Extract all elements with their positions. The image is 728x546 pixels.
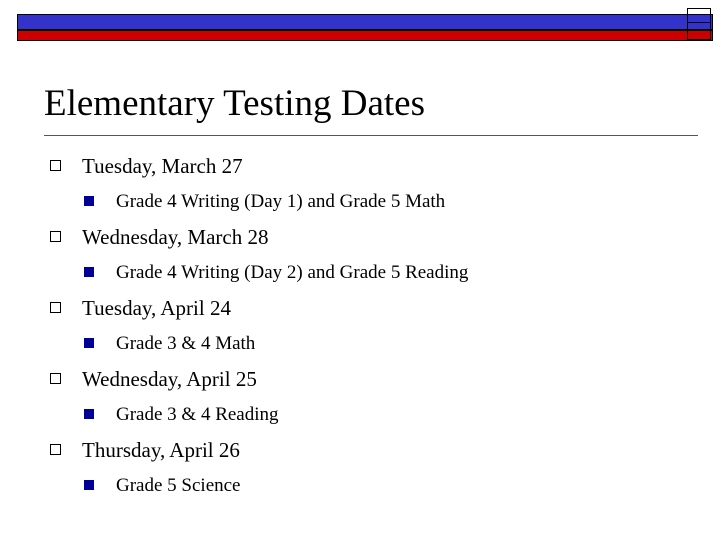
list-subitem — [44, 184, 704, 219]
hollow-square-bullet-icon — [50, 160, 61, 171]
filled-square-bullet-icon — [84, 338, 94, 348]
slide-content — [44, 148, 704, 503]
header-blue-bar — [17, 14, 713, 30]
test-detail: Grade 3 & 4 Reading — [116, 404, 279, 425]
test-detail: Grade 3 & 4 Math — [116, 333, 256, 354]
title-divider — [44, 135, 698, 136]
list-subitem — [44, 326, 704, 361]
test-date: Wednesday, April 25 — [82, 367, 257, 391]
list-subitem — [44, 255, 704, 290]
test-detail: Grade 4 Writing (Day 1) and Grade 5 Math — [116, 191, 446, 212]
hollow-square-bullet-icon — [50, 373, 61, 384]
list-item — [44, 290, 704, 326]
test-date: Tuesday, April 24 — [82, 296, 231, 320]
test-date: Wednesday, March 28 — [82, 225, 269, 249]
test-date: Tuesday, March 27 — [82, 154, 243, 178]
list-item — [44, 148, 704, 184]
header-red-bar — [17, 30, 713, 41]
filled-square-bullet-icon — [84, 196, 94, 206]
filled-square-bullet-icon — [84, 267, 94, 277]
list-subitem — [44, 397, 704, 432]
list-item — [44, 219, 704, 255]
test-detail: Grade 5 Science — [116, 475, 241, 496]
hollow-square-bullet-icon — [50, 302, 61, 313]
test-date: Thursday, April 26 — [82, 438, 240, 462]
slide-title: Elementary Testing Dates — [44, 83, 426, 124]
list-item — [44, 432, 704, 468]
list-subitem — [44, 468, 704, 503]
filled-square-bullet-icon — [84, 480, 94, 490]
corner-box-decoration — [687, 8, 711, 40]
hollow-square-bullet-icon — [50, 444, 61, 455]
filled-square-bullet-icon — [84, 409, 94, 419]
list-item — [44, 361, 704, 397]
hollow-square-bullet-icon — [50, 231, 61, 242]
test-detail: Grade 4 Writing (Day 2) and Grade 5 Reading — [116, 262, 469, 283]
